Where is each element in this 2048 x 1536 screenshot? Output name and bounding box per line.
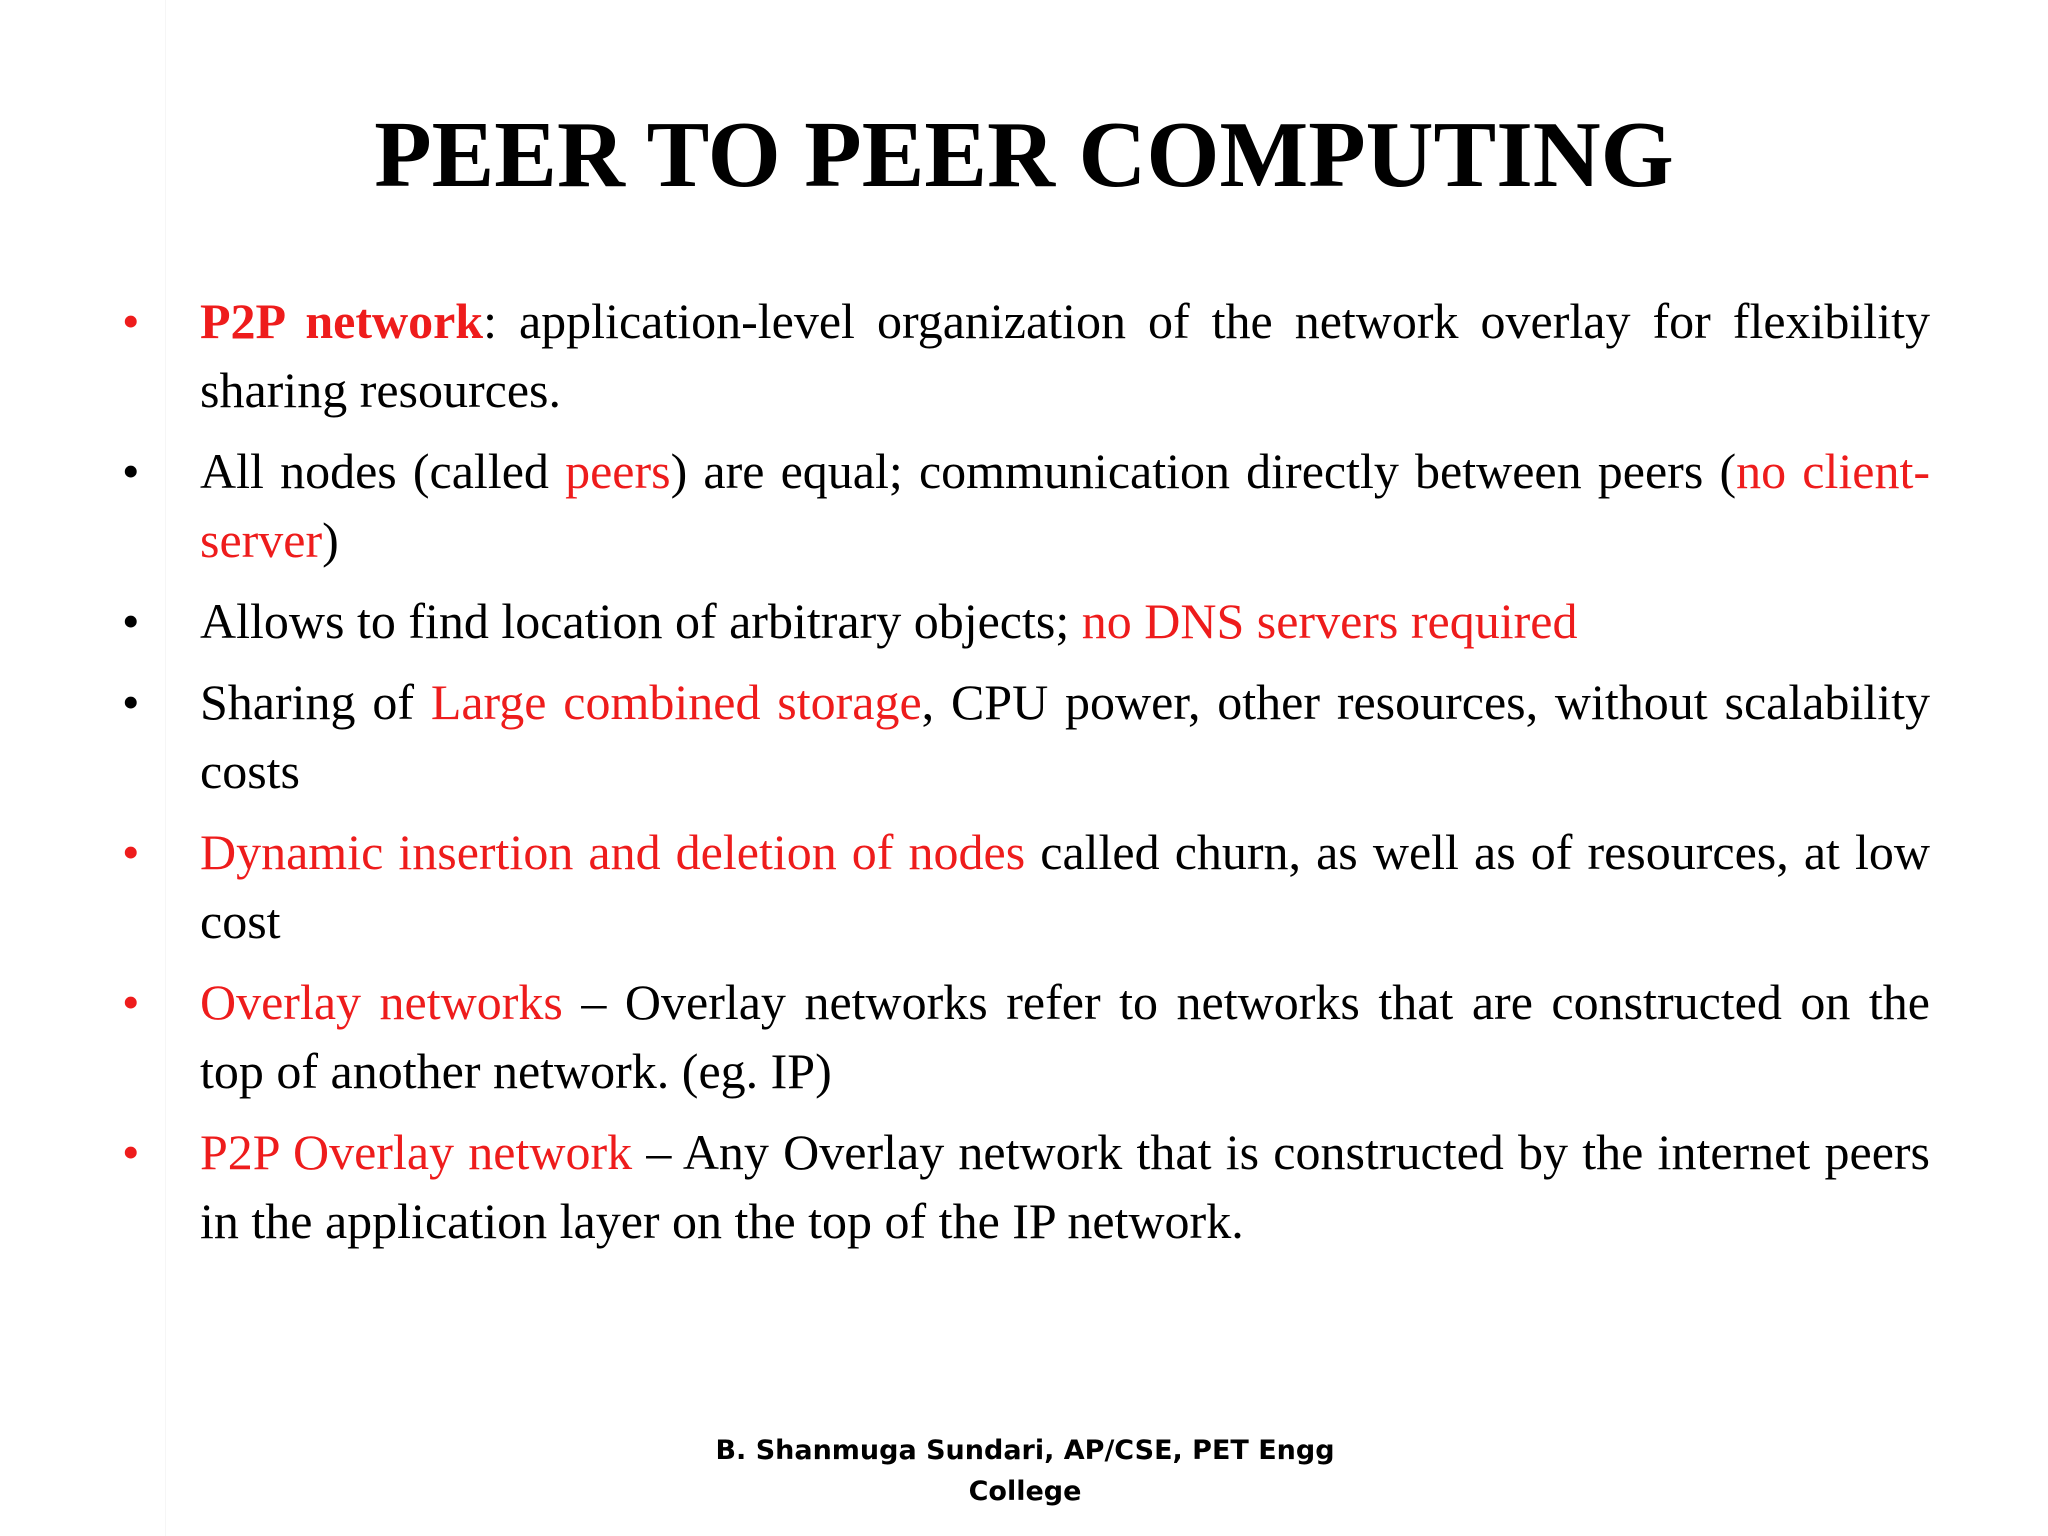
bullet-text: , CPU power, other resources, without scalability costs [200,674,1930,799]
footer-college-line: College [968,1476,1082,1507]
bullet-item-overlay-networks [122,968,1930,1106]
bullet-item-dynamic-insertion [122,818,1930,956]
bullet-item-p2p-overlay-network [122,1118,1930,1256]
bullet-text: Allows to find location of arbitrary objects; [200,593,1082,649]
bullet-highlight: Large combined storage [430,674,922,730]
slide-footer [700,1430,1350,1512]
bullet-list [122,287,1930,1268]
bullet-text: ) [322,512,339,568]
bullet-dot-icon: • [122,674,140,730]
bullet-dot-icon: • [122,293,140,349]
bullet-dot-icon: • [122,593,140,649]
slide-left-margin [0,0,166,1536]
bullet-text: : application-level organization of the network overlay for flexibility sharing resources. [200,293,1930,418]
bullet-text: ) are equal; communication directly between peers ( [670,443,1737,499]
bullet-dot-icon: • [122,443,140,499]
bullet-item-all-nodes [122,437,1930,575]
bullet-term: Overlay networks [200,974,563,1030]
bullet-highlight: peers [565,443,671,499]
bullet-item-sharing [122,668,1930,806]
bullet-term: P2P Overlay network [200,1124,633,1180]
page-title: PEER TO PEER COMPUTING [374,103,1674,207]
bullet-dot-icon: • [122,974,140,1030]
bullet-item-p2p-network [122,287,1930,425]
bullet-term: P2P network [200,293,484,349]
bullet-term: Dynamic insertion and deletion of nodes [200,824,1026,880]
bullet-highlight: no DNS servers required [1081,593,1578,649]
bullet-text: called churn, as well as of resources, at low cost [200,824,1930,949]
bullet-text: – Overlay networks refer to networks that are constructed on the top of another network. (eg. IP) [200,974,1930,1099]
bullet-dot-icon: • [122,1124,140,1180]
bullet-highlight: no client-server [200,443,1930,568]
footer-author-line: B. Shanmuga Sundari, AP/CSE, PET Engg [715,1435,1335,1466]
bullet-text: Sharing of [200,674,431,730]
bullet-text: All nodes (called [200,443,566,499]
bullet-item-find-location [122,587,1930,656]
bullet-dot-icon: • [122,824,140,880]
bullet-text: – Any Overlay network that is constructed by the internet peers in the application layer on the top of the IP network. [200,1124,1930,1249]
